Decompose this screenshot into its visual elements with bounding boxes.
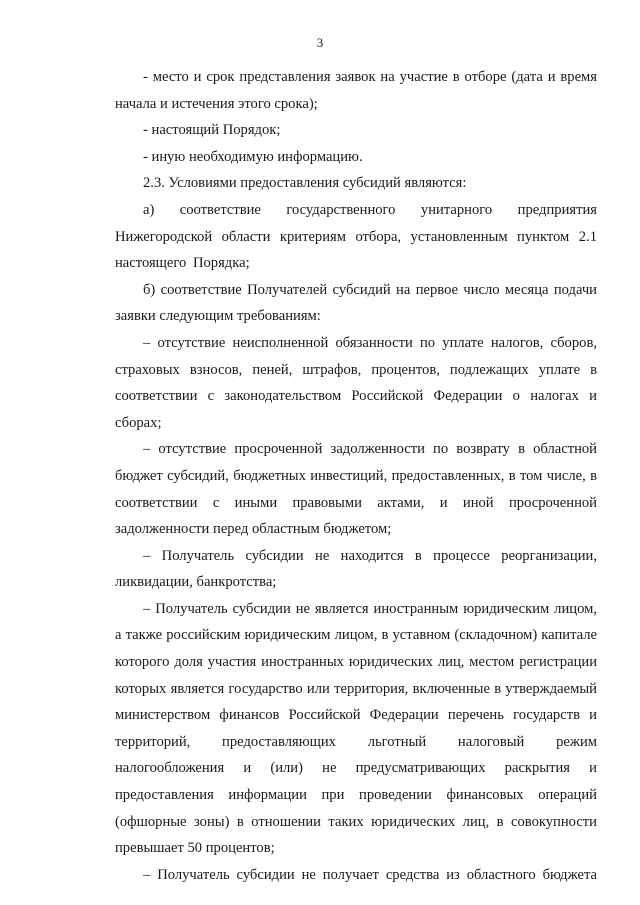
paragraph-application-deadline: - место и срок представления заявок на участие в отборе (дата и время начала и истечения этого срока); [115, 69, 597, 112]
paragraph-section-2-3: 2.3. Условиями предоставления субсидий являются: [143, 175, 467, 192]
paragraph-other-info: - иную необходимую информацию. [143, 148, 363, 165]
paragraph-not-foreign-entity: – Получатель субсидии не является иностранным юридическим лицом, а также российским юридическим лицом, в уставном (складочном) капитале которого доля участия иностранных юридических лиц, местом регистрации которых является государство или территория, включенные в утверждаемый министерством финансов Российской Федерации перечень государств и территорий, предоставляющих льготный налоговый режим налогообложения и (или) не предусматривающих раскрытия и предоставления информации при проведении финансовых операций (офшорные зоны) в отношении таких юридических лиц, в совокупности превышает 50 процентов; [115, 600, 597, 857]
paragraph-no-tax-debt: – отсутствие неисполненной обязанности по уплате налогов, сборов, страховых взносов, пеней, штрафов, процентов, подлежащих уплате в соответствии с законодательством Российской Федерации о налогах и сборах; [115, 334, 597, 431]
paragraph-no-reorganization: – Получатель субсидии не находится в процессе реорганизации, ликвидации, банкротства; [115, 547, 597, 591]
document-body [115, 64, 597, 888]
page-number: 3 [316, 35, 324, 50]
paragraph-this-procedure: - настоящий Порядок; [143, 122, 281, 139]
paragraph-no-overdue-debt: – отсутствие просроченной задолженности по возврату в областной бюджет субсидий, бюджетных инвестиций, предоставленных, в том числе, в соответствии с иными правовыми актами, и иной просроченной задолженности перед областным бюджетом; [115, 441, 597, 538]
paragraph-condition-b: б) соответствие Получателей субсидий на первое число месяца подачи заявки следующим требованиям: [115, 281, 597, 325]
paragraph-condition-a: а) соответствие государственного унитарного предприятия Нижегородской области критериям отбора, установленным пунктом 2.1 настоящего Порядка; [115, 201, 597, 272]
paragraph-no-regional-funds: – Получатель субсидии не получает средства из областного бюджета [143, 866, 597, 883]
